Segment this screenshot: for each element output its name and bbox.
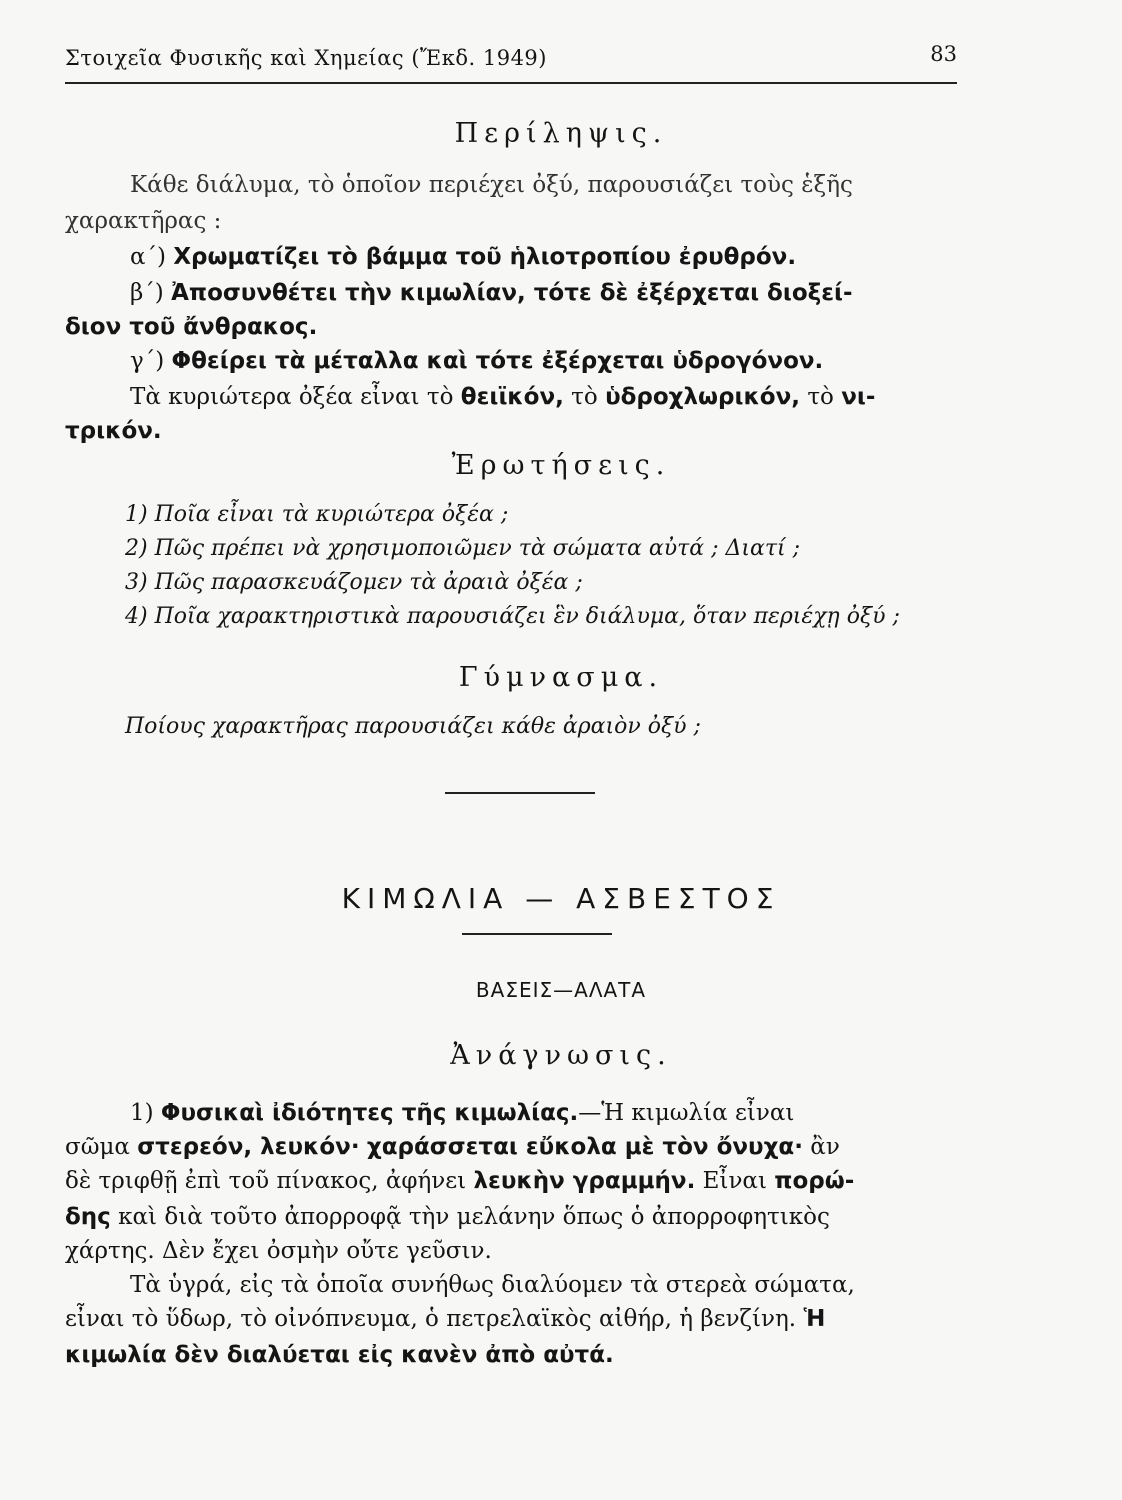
book-title: Στοιχεῖα Φυσικῆς καὶ Χημείας (Ἔκδ. 1949) bbox=[65, 46, 547, 70]
acids-mid2: τὸ bbox=[807, 384, 834, 410]
reading-bold-title: Φυσικαὶ ἰδιότητες τῆς κιμωλίας. bbox=[160, 1100, 579, 1126]
reading-heading: Ἀνάγνωσις. bbox=[450, 1040, 672, 1071]
exercise-heading: Γύμνασμα. bbox=[458, 662, 664, 693]
item-label: α΄) bbox=[130, 244, 167, 270]
reading-text: —Ἡ κιμωλία εἶναι bbox=[578, 1100, 795, 1126]
reading-p1-line3 bbox=[65, 1164, 955, 1198]
acid-hydrochloric: ὑδροχλωρικόν, bbox=[605, 384, 801, 410]
summary-item-alpha bbox=[65, 240, 955, 274]
summary-intro-line1 bbox=[65, 168, 955, 202]
reading-bold: χαράσσεται εὔκολα μὲ τὸν ὄνυχα· bbox=[366, 1134, 803, 1160]
reading-bold: στερεόν, λευκόν· bbox=[137, 1134, 360, 1160]
summary-intro-text: Κάθε διάλυμα, τὸ ὁποῖον περιέχει ὀξύ, παρουσιάζει τοὺς ἑξῆς bbox=[130, 172, 853, 198]
summary-heading: Περίληψις. bbox=[454, 118, 668, 149]
summary-intro-line2: χαρακτῆρας : bbox=[65, 208, 222, 234]
summary-acids-cont bbox=[65, 414, 955, 448]
reading-text: δὲ τριφθῇ ἐπὶ τοῦ πίνακος, ἀφήνει bbox=[65, 1168, 467, 1194]
running-header bbox=[65, 44, 957, 84]
acid-nitric-part1: νι- bbox=[841, 384, 876, 410]
reading-text: Εἶναι bbox=[702, 1168, 767, 1194]
section-divider bbox=[445, 792, 595, 794]
acids-prefix: Τὰ κυριώτερα ὀξέα εἶναι τὸ bbox=[130, 384, 454, 410]
reading-bold: πορώ- bbox=[774, 1168, 855, 1194]
acid-sulfuric: θειϊκόν, bbox=[460, 384, 564, 410]
summary-item-beta bbox=[65, 276, 955, 310]
item-label: γ΄) bbox=[130, 348, 165, 374]
reading-bold: δης bbox=[65, 1204, 111, 1230]
reading-text: σῶμα bbox=[65, 1134, 130, 1160]
item-text: Ἀποσυνθέτει τὴν κιμωλίαν, τότε δὲ ἐξέρχεται διοξεί- bbox=[171, 280, 853, 306]
item-label: β΄) bbox=[130, 280, 164, 306]
reading-text: καὶ διὰ τοῦτο ἀπορροφᾷ τὴν μελάνην ὅπως ὁ ἀπορροφητικὸς bbox=[118, 1204, 830, 1230]
paragraph-number: 1) bbox=[130, 1100, 154, 1126]
reading-bold: κιμωλία δὲν διαλύεται εἰς κανὲν ἀπὸ αὐτά. bbox=[65, 1342, 614, 1368]
acid-nitric-part2: τρικόν. bbox=[65, 418, 162, 444]
chapter-divider bbox=[462, 933, 612, 935]
question-item: 2) Πῶς πρέπει νὰ χρησιμοποιῶμεν τὰ σώματα αὐτά ; Διατί ; bbox=[125, 536, 801, 561]
question-item: 4) Ποῖα χαρακτηριστικὰ παρουσιάζει ἓν διάλυμα, ὅταν περιέχῃ ὀξύ ; bbox=[125, 604, 900, 629]
question-item: 1) Ποῖα εἶναι τὰ κυριώτερα ὀξέα ; bbox=[125, 502, 509, 527]
summary-item-beta-cont bbox=[65, 310, 955, 344]
exercise-text: Ποίους χαρακτῆρας παρουσιάζει κάθε ἀραιὸν ὀξύ ; bbox=[125, 714, 701, 739]
reading-bold: Ἡ bbox=[803, 1306, 826, 1332]
reading-p2-line2 bbox=[65, 1302, 955, 1336]
reading-text: εἶναι τὸ ὕδωρ, τὸ οἰνόπνευμα, ὁ πετρελαϊκὸς αἰθήρ, ἡ βενζίνη. bbox=[65, 1306, 797, 1332]
summary-item-gamma bbox=[65, 344, 955, 378]
reading-bold: λευκὴν γραμμήν. bbox=[473, 1168, 696, 1194]
page-number: 83 bbox=[930, 42, 957, 66]
reading-p1-line5: χάρτης. Δὲν ἔχει ὀσμὴν οὔτε γεῦσιν. bbox=[65, 1238, 492, 1264]
summary-acids-line bbox=[65, 380, 955, 414]
item-text-cont: διον τοῦ ἄνθρακος. bbox=[65, 314, 318, 340]
reading-p1-line1 bbox=[65, 1096, 955, 1130]
chapter-title: ΚΙΜΩΛΙΑ — ΑΣΒΕΣΤΟΣ bbox=[341, 882, 781, 915]
item-text: Φθείρει τὰ μέταλλα καὶ τότε ἐξέρχεται ὑδρογόνον. bbox=[171, 348, 824, 374]
reading-p2-line1: Τὰ ὑγρά, εἰς τὰ ὁποῖα συνήθως διαλύομεν τὰ στερεὰ σώματα, bbox=[130, 1272, 855, 1298]
reading-p1-line4 bbox=[65, 1200, 955, 1234]
reading-text: ἂν bbox=[810, 1134, 840, 1160]
acids-mid: τὸ bbox=[571, 384, 598, 410]
chapter-subtitle: ΒΑΣΕΙΣ—ΑΛΑΤΑ bbox=[475, 978, 647, 1002]
item-text: Χρωματίζει τὸ βάμμα τοῦ ἡλιοτροπίου ἐρυθρόν. bbox=[173, 244, 797, 270]
question-item: 3) Πῶς παρασκευάζομεν τὰ ἀραιὰ ὀξέα ; bbox=[125, 570, 583, 595]
questions-heading: Ἐρωτήσεις. bbox=[451, 450, 671, 481]
reading-p2-line3 bbox=[65, 1338, 955, 1372]
reading-p1-line2 bbox=[65, 1130, 955, 1164]
